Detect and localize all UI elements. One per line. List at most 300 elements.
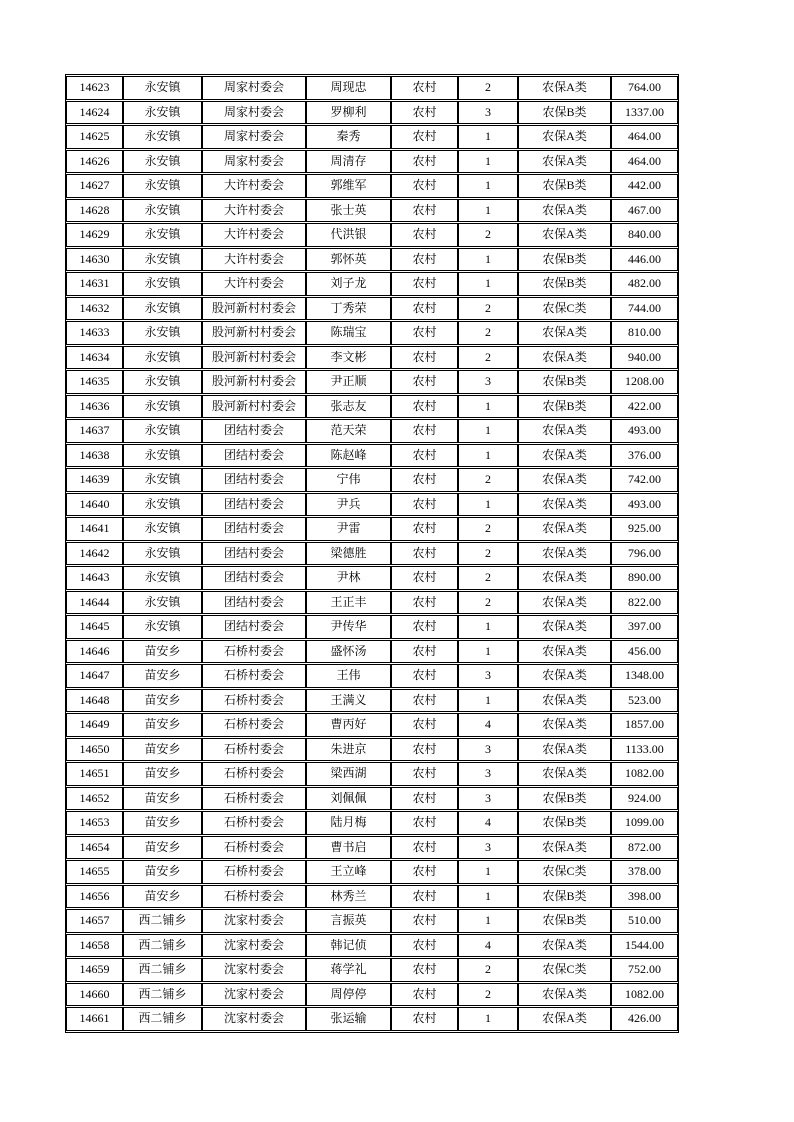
amount-cell: 752.00 [611, 958, 678, 982]
town-cell: 西二铺乡 [123, 1007, 202, 1031]
town-cell: 西二铺乡 [123, 983, 202, 1007]
village-cell: 团结村委会 [202, 566, 306, 590]
village-cell: 周家村委会 [202, 125, 306, 149]
serial-cell: 14631 [66, 272, 123, 296]
residence-type-cell: 农村 [391, 762, 458, 786]
serial-cell: 14630 [66, 248, 123, 272]
town-cell: 苗安乡 [123, 885, 202, 909]
table-row [66, 297, 678, 321]
village-cell: 周家村委会 [202, 101, 306, 125]
residence-type-cell: 农村 [391, 125, 458, 149]
residence-type-cell: 农村 [391, 223, 458, 247]
amount-cell: 925.00 [611, 517, 678, 541]
category-cell: 农保A类 [518, 738, 611, 762]
residence-type-cell: 农村 [391, 199, 458, 223]
serial-cell: 14651 [66, 762, 123, 786]
table-row [66, 223, 678, 247]
table-row [66, 713, 678, 737]
serial-cell: 14647 [66, 664, 123, 688]
village-cell: 石桥村委会 [202, 738, 306, 762]
residence-type-cell: 农村 [391, 101, 458, 125]
count-cell: 4 [458, 934, 518, 958]
town-cell: 苗安乡 [123, 713, 202, 737]
town-cell: 永安镇 [123, 199, 202, 223]
person-name-cell: 蒋学礼 [306, 958, 391, 982]
village-cell: 团结村委会 [202, 591, 306, 615]
town-cell: 苗安乡 [123, 836, 202, 860]
table-row [66, 76, 678, 100]
serial-cell: 14626 [66, 150, 123, 174]
category-cell: 农保A类 [518, 640, 611, 664]
residence-type-cell: 农村 [391, 958, 458, 982]
village-cell: 股河新村村委会 [202, 346, 306, 370]
residence-type-cell: 农村 [391, 615, 458, 639]
category-cell: 农保A类 [518, 493, 611, 517]
count-cell: 4 [458, 811, 518, 835]
table-row [66, 738, 678, 762]
town-cell: 永安镇 [123, 370, 202, 394]
category-cell: 农保B类 [518, 101, 611, 125]
person-name-cell: 王满义 [306, 689, 391, 713]
village-cell: 石桥村委会 [202, 811, 306, 835]
village-cell: 股河新村村委会 [202, 395, 306, 419]
residence-type-cell: 农村 [391, 150, 458, 174]
amount-cell: 446.00 [611, 248, 678, 272]
serial-cell: 14650 [66, 738, 123, 762]
person-name-cell: 张志友 [306, 395, 391, 419]
serial-cell: 14640 [66, 493, 123, 517]
table-row [66, 566, 678, 590]
village-cell: 大许村委会 [202, 199, 306, 223]
table-row [66, 395, 678, 419]
town-cell: 永安镇 [123, 517, 202, 541]
person-name-cell: 张运输 [306, 1007, 391, 1031]
table-row [66, 836, 678, 860]
town-cell: 永安镇 [123, 419, 202, 443]
category-cell: 农保A类 [518, 321, 611, 345]
person-name-cell: 梁西湖 [306, 762, 391, 786]
category-cell: 农保B类 [518, 811, 611, 835]
amount-cell: 840.00 [611, 223, 678, 247]
town-cell: 永安镇 [123, 150, 202, 174]
count-cell: 2 [458, 983, 518, 1007]
residence-type-cell: 农村 [391, 860, 458, 884]
table-row [66, 591, 678, 615]
person-name-cell: 周停停 [306, 983, 391, 1007]
category-cell: 农保A类 [518, 542, 611, 566]
amount-cell: 1857.00 [611, 713, 678, 737]
person-name-cell: 尹传华 [306, 615, 391, 639]
category-cell: 农保C类 [518, 958, 611, 982]
village-cell: 石桥村委会 [202, 836, 306, 860]
town-cell: 西二铺乡 [123, 958, 202, 982]
town-cell: 永安镇 [123, 444, 202, 468]
person-name-cell: 王立峰 [306, 860, 391, 884]
town-cell: 永安镇 [123, 542, 202, 566]
serial-cell: 14660 [66, 983, 123, 1007]
category-cell: 农保A类 [518, 615, 611, 639]
person-name-cell: 秦秀 [306, 125, 391, 149]
count-cell: 1 [458, 444, 518, 468]
category-cell: 农保A类 [518, 689, 611, 713]
village-cell: 团结村委会 [202, 419, 306, 443]
village-cell: 沈家村委会 [202, 934, 306, 958]
count-cell: 3 [458, 762, 518, 786]
village-cell: 股河新村村委会 [202, 370, 306, 394]
town-cell: 永安镇 [123, 174, 202, 198]
amount-cell: 456.00 [611, 640, 678, 664]
category-cell: 农保B类 [518, 787, 611, 811]
table-row [66, 811, 678, 835]
table-row [66, 615, 678, 639]
amount-cell: 493.00 [611, 493, 678, 517]
town-cell: 苗安乡 [123, 787, 202, 811]
serial-cell: 14648 [66, 689, 123, 713]
amount-cell: 398.00 [611, 885, 678, 909]
amount-cell: 1208.00 [611, 370, 678, 394]
count-cell: 2 [458, 591, 518, 615]
amount-cell: 442.00 [611, 174, 678, 198]
count-cell: 1 [458, 640, 518, 664]
person-name-cell: 梁德胜 [306, 542, 391, 566]
category-cell: 农保B类 [518, 272, 611, 296]
town-cell: 西二铺乡 [123, 934, 202, 958]
person-name-cell: 尹雷 [306, 517, 391, 541]
residence-type-cell: 农村 [391, 664, 458, 688]
village-cell: 石桥村委会 [202, 713, 306, 737]
amount-cell: 422.00 [611, 395, 678, 419]
count-cell: 1 [458, 150, 518, 174]
serial-cell: 14656 [66, 885, 123, 909]
residence-type-cell: 农村 [391, 885, 458, 909]
category-cell: 农保A类 [518, 1007, 611, 1031]
category-cell: 农保A类 [518, 713, 611, 737]
town-cell: 永安镇 [123, 297, 202, 321]
residence-type-cell: 农村 [391, 370, 458, 394]
amount-cell: 510.00 [611, 909, 678, 933]
serial-cell: 14644 [66, 591, 123, 615]
person-name-cell: 郭维军 [306, 174, 391, 198]
count-cell: 1 [458, 493, 518, 517]
amount-cell: 924.00 [611, 787, 678, 811]
person-name-cell: 朱进京 [306, 738, 391, 762]
count-cell: 4 [458, 713, 518, 737]
count-cell: 1 [458, 419, 518, 443]
residence-type-cell: 农村 [391, 346, 458, 370]
category-cell: 农保A类 [518, 444, 611, 468]
residence-type-cell: 农村 [391, 640, 458, 664]
village-cell: 沈家村委会 [202, 958, 306, 982]
residence-type-cell: 农村 [391, 76, 458, 100]
residence-type-cell: 农村 [391, 787, 458, 811]
residence-type-cell: 农村 [391, 174, 458, 198]
person-name-cell: 周清存 [306, 150, 391, 174]
town-cell: 苗安乡 [123, 664, 202, 688]
amount-cell: 810.00 [611, 321, 678, 345]
town-cell: 苗安乡 [123, 762, 202, 786]
village-cell: 沈家村委会 [202, 983, 306, 1007]
residence-type-cell: 农村 [391, 419, 458, 443]
count-cell: 1 [458, 248, 518, 272]
count-cell: 1 [458, 272, 518, 296]
village-cell: 团结村委会 [202, 468, 306, 492]
amount-cell: 1082.00 [611, 762, 678, 786]
table-row [66, 444, 678, 468]
village-cell: 股河新村村委会 [202, 321, 306, 345]
table-row [66, 101, 678, 125]
count-cell: 3 [458, 836, 518, 860]
serial-cell: 14627 [66, 174, 123, 198]
person-name-cell: 尹正顺 [306, 370, 391, 394]
residence-type-cell: 农村 [391, 811, 458, 835]
amount-cell: 376.00 [611, 444, 678, 468]
residence-type-cell: 农村 [391, 272, 458, 296]
serial-cell: 14653 [66, 811, 123, 835]
category-cell: 农保A类 [518, 125, 611, 149]
category-cell: 农保A类 [518, 664, 611, 688]
town-cell: 永安镇 [123, 493, 202, 517]
village-cell: 团结村委会 [202, 542, 306, 566]
person-name-cell: 范天荣 [306, 419, 391, 443]
person-name-cell: 言振英 [306, 909, 391, 933]
residence-type-cell: 农村 [391, 444, 458, 468]
count-cell: 2 [458, 517, 518, 541]
town-cell: 永安镇 [123, 76, 202, 100]
category-cell: 农保B类 [518, 909, 611, 933]
serial-cell: 14636 [66, 395, 123, 419]
table-row [66, 150, 678, 174]
table-row [66, 370, 678, 394]
serial-cell: 14652 [66, 787, 123, 811]
category-cell: 农保A类 [518, 76, 611, 100]
town-cell: 永安镇 [123, 321, 202, 345]
table-row [66, 468, 678, 492]
serial-cell: 14624 [66, 101, 123, 125]
amount-cell: 940.00 [611, 346, 678, 370]
count-cell: 3 [458, 738, 518, 762]
amount-cell: 464.00 [611, 150, 678, 174]
table-row [66, 542, 678, 566]
category-cell: 农保A类 [518, 468, 611, 492]
count-cell: 2 [458, 223, 518, 247]
residence-type-cell: 农村 [391, 468, 458, 492]
serial-cell: 14629 [66, 223, 123, 247]
residence-type-cell: 农村 [391, 983, 458, 1007]
count-cell: 3 [458, 101, 518, 125]
pension-roster-table [65, 74, 679, 1033]
amount-cell: 1337.00 [611, 101, 678, 125]
table-row [66, 689, 678, 713]
town-cell: 永安镇 [123, 223, 202, 247]
count-cell: 1 [458, 125, 518, 149]
person-name-cell: 王正丰 [306, 591, 391, 615]
table-row [66, 419, 678, 443]
category-cell: 农保A类 [518, 983, 611, 1007]
serial-cell: 14641 [66, 517, 123, 541]
residence-type-cell: 农村 [391, 248, 458, 272]
village-cell: 股河新村村委会 [202, 297, 306, 321]
person-name-cell: 尹林 [306, 566, 391, 590]
village-cell: 石桥村委会 [202, 787, 306, 811]
table-row [66, 125, 678, 149]
residence-type-cell: 农村 [391, 566, 458, 590]
category-cell: 农保B类 [518, 885, 611, 909]
person-name-cell: 丁秀荣 [306, 297, 391, 321]
category-cell: 农保A类 [518, 419, 611, 443]
count-cell: 1 [458, 174, 518, 198]
village-cell: 团结村委会 [202, 615, 306, 639]
amount-cell: 1348.00 [611, 664, 678, 688]
village-cell: 团结村委会 [202, 493, 306, 517]
residence-type-cell: 农村 [391, 836, 458, 860]
person-name-cell: 曹丙好 [306, 713, 391, 737]
table-row [66, 174, 678, 198]
serial-cell: 14655 [66, 860, 123, 884]
table-row [66, 493, 678, 517]
table-row [66, 909, 678, 933]
category-cell: 农保A类 [518, 762, 611, 786]
table-row [66, 199, 678, 223]
category-cell: 农保A类 [518, 223, 611, 247]
person-name-cell: 刘佩佩 [306, 787, 391, 811]
residence-type-cell: 农村 [391, 542, 458, 566]
count-cell: 1 [458, 885, 518, 909]
serial-cell: 14646 [66, 640, 123, 664]
person-name-cell: 盛怀汤 [306, 640, 391, 664]
serial-cell: 14633 [66, 321, 123, 345]
village-cell: 石桥村委会 [202, 762, 306, 786]
person-name-cell: 宁伟 [306, 468, 391, 492]
category-cell: 农保C类 [518, 297, 611, 321]
village-cell: 石桥村委会 [202, 689, 306, 713]
town-cell: 苗安乡 [123, 640, 202, 664]
residence-type-cell: 农村 [391, 738, 458, 762]
serial-cell: 14623 [66, 76, 123, 100]
person-name-cell: 郭怀英 [306, 248, 391, 272]
village-cell: 沈家村委会 [202, 1007, 306, 1031]
category-cell: 农保A类 [518, 591, 611, 615]
amount-cell: 1099.00 [611, 811, 678, 835]
amount-cell: 426.00 [611, 1007, 678, 1031]
serial-cell: 14628 [66, 199, 123, 223]
village-cell: 团结村委会 [202, 444, 306, 468]
table-row [66, 664, 678, 688]
serial-cell: 14632 [66, 297, 123, 321]
residence-type-cell: 农村 [391, 395, 458, 419]
serial-cell: 14634 [66, 346, 123, 370]
town-cell: 永安镇 [123, 101, 202, 125]
count-cell: 1 [458, 395, 518, 419]
village-cell: 大许村委会 [202, 174, 306, 198]
town-cell: 永安镇 [123, 615, 202, 639]
count-cell: 1 [458, 860, 518, 884]
village-cell: 石桥村委会 [202, 664, 306, 688]
town-cell: 永安镇 [123, 468, 202, 492]
residence-type-cell: 农村 [391, 297, 458, 321]
count-cell: 1 [458, 199, 518, 223]
residence-type-cell: 农村 [391, 934, 458, 958]
serial-cell: 14643 [66, 566, 123, 590]
category-cell: 农保B类 [518, 248, 611, 272]
town-cell: 永安镇 [123, 591, 202, 615]
residence-type-cell: 农村 [391, 713, 458, 737]
amount-cell: 822.00 [611, 591, 678, 615]
amount-cell: 796.00 [611, 542, 678, 566]
town-cell: 永安镇 [123, 346, 202, 370]
serial-cell: 14625 [66, 125, 123, 149]
amount-cell: 493.00 [611, 419, 678, 443]
person-name-cell: 刘子龙 [306, 272, 391, 296]
person-name-cell: 代洪银 [306, 223, 391, 247]
count-cell: 2 [458, 542, 518, 566]
person-name-cell: 陈赵峰 [306, 444, 391, 468]
count-cell: 2 [458, 297, 518, 321]
category-cell: 农保A类 [518, 566, 611, 590]
category-cell: 农保A类 [518, 199, 611, 223]
person-name-cell: 李文彬 [306, 346, 391, 370]
count-cell: 1 [458, 1007, 518, 1031]
serial-cell: 14637 [66, 419, 123, 443]
amount-cell: 397.00 [611, 615, 678, 639]
table-row [66, 272, 678, 296]
category-cell: 农保A类 [518, 346, 611, 370]
residence-type-cell: 农村 [391, 1007, 458, 1031]
residence-type-cell: 农村 [391, 517, 458, 541]
person-name-cell: 周现忠 [306, 76, 391, 100]
person-name-cell: 尹兵 [306, 493, 391, 517]
person-name-cell: 王伟 [306, 664, 391, 688]
table-body [66, 76, 678, 1031]
count-cell: 1 [458, 689, 518, 713]
residence-type-cell: 农村 [391, 321, 458, 345]
count-cell: 2 [458, 958, 518, 982]
serial-cell: 14638 [66, 444, 123, 468]
count-cell: 1 [458, 909, 518, 933]
count-cell: 2 [458, 468, 518, 492]
town-cell: 苗安乡 [123, 689, 202, 713]
town-cell: 苗安乡 [123, 738, 202, 762]
village-cell: 石桥村委会 [202, 885, 306, 909]
count-cell: 3 [458, 787, 518, 811]
village-cell: 石桥村委会 [202, 860, 306, 884]
serial-cell: 14659 [66, 958, 123, 982]
village-cell: 大许村委会 [202, 223, 306, 247]
category-cell: 农保A类 [518, 836, 611, 860]
town-cell: 苗安乡 [123, 811, 202, 835]
amount-cell: 482.00 [611, 272, 678, 296]
amount-cell: 1082.00 [611, 983, 678, 1007]
category-cell: 农保C类 [518, 860, 611, 884]
amount-cell: 890.00 [611, 566, 678, 590]
serial-cell: 14639 [66, 468, 123, 492]
village-cell: 石桥村委会 [202, 640, 306, 664]
table-row [66, 958, 678, 982]
table-row [66, 640, 678, 664]
person-name-cell: 曹书启 [306, 836, 391, 860]
amount-cell: 378.00 [611, 860, 678, 884]
count-cell: 2 [458, 76, 518, 100]
village-cell: 周家村委会 [202, 150, 306, 174]
table-row [66, 885, 678, 909]
amount-cell: 872.00 [611, 836, 678, 860]
serial-cell: 14661 [66, 1007, 123, 1031]
residence-type-cell: 农村 [391, 689, 458, 713]
town-cell: 苗安乡 [123, 860, 202, 884]
serial-cell: 14658 [66, 934, 123, 958]
amount-cell: 1133.00 [611, 738, 678, 762]
town-cell: 永安镇 [123, 395, 202, 419]
category-cell: 农保A类 [518, 150, 611, 174]
